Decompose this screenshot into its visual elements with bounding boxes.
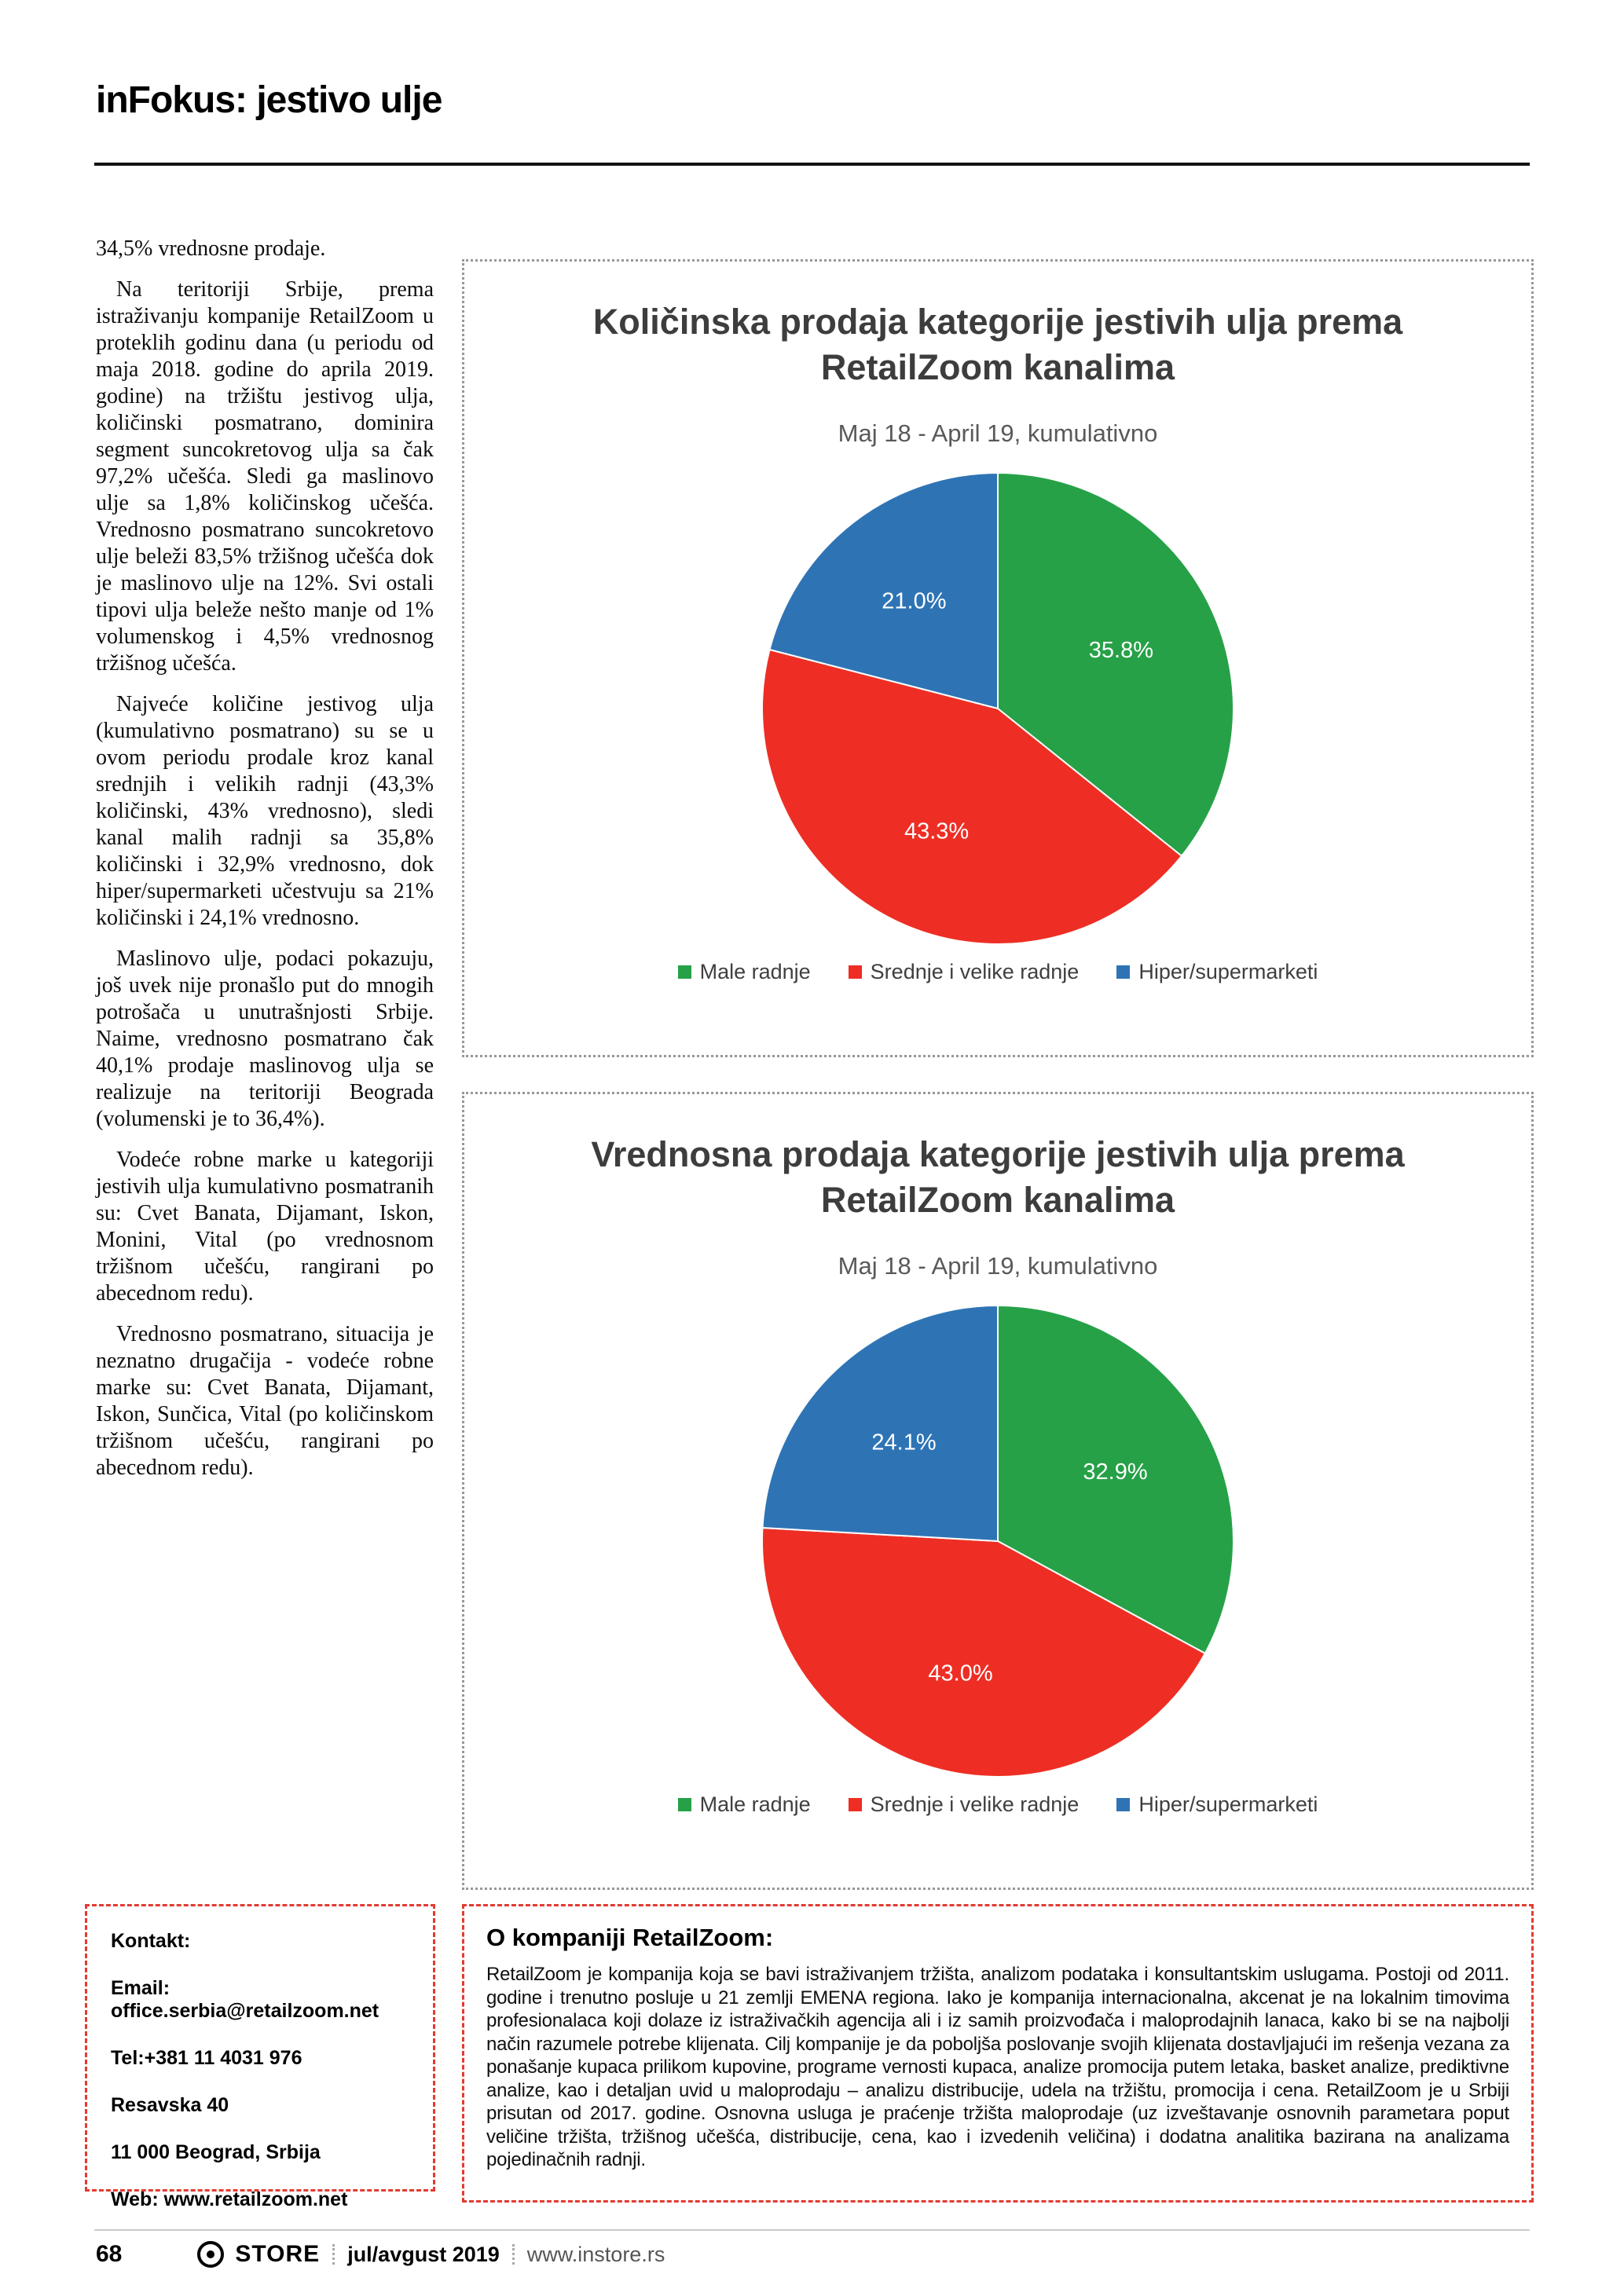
contact-street: Resavska 40 (111, 2094, 229, 2116)
legend-swatch (1116, 965, 1130, 979)
footer-separator (332, 2244, 335, 2265)
footer-issue: jul/avgust 2019 (347, 2242, 500, 2266)
article-paragraph: Maslinovo ulje, podaci pokazuju, još uvek nije pronašlo put do mnogih potrošača u unutrašnjosti Srbije. Naime, vrednosno posmatrano čak 40,1% prodaje maslinovog ulja se realizuje na teritoriji Beograda (volumenski je to 36,4%). (96, 947, 434, 1131)
article-paragraph: Najveće količine jestivog ulja (kumulativno posmatrano) su se u ovom periodu prodale kroz kanal srednjih i velikih radnji (43,3% količinski, 43% vrednosno), sledi kanal malih radnji sa 35,8% količinski i 32,9% vrednosno, dok hiper/supermarketi učestvuju sa 21% količinski i 24,1% vrednosno. (96, 692, 434, 930)
article-column (96, 236, 434, 1496)
legend-label: Male radnje (699, 960, 811, 984)
pie-slice-label: 35.8% (1088, 637, 1154, 663)
about-title: O kompaniji RetailZoom: (486, 1924, 774, 1951)
charts-column (462, 259, 1534, 1924)
legend-swatch (678, 1798, 691, 1811)
chart-legend (464, 960, 1531, 984)
footer-magazine-name: STORE (235, 2241, 321, 2267)
pie-slice-label: 21.0% (882, 588, 947, 614)
about-body: RetailZoom je kompanija koja se bavi istraživanjem tržišta, analizom podataka i konsultantskim uslugama. Postoji od 2011. godine i trenutno posluje u 21 zemlji EMENA regiona. Iako je kompanija internacionalna, akcenat je na lokalnim timovima profesionalaca koji dolaze iz istraživačkih agencija ali i iz samih proizvođača i maloprodajnih lanaca, kako bi se na najbolji način razumele potrebe klijenata. Cilj kompanije je da poboljša poslovanje svojih klijenata dostavljajući im rešenja vezana za ponašanje kupaca prilikom kupovine, programe vernosti kupaca, analize promocija putem letaka, basket analize, prediktivne analize, kao i detaljan uvid u maloprodaju – analizu distribucije, udela na tržištu, promocija i cena. RetailZoom je u Srbiji prisutan od 2017. godine. Osnovna usluga je praćenje tržišta maloprodaje (uz izveštavanje osnovnih parametara poput veličine tržišta, tržišnog učešća, distribucije, cena, kao i izvedenih veličina) i dodatna analitika bazirana na analizama pojedinačnih radnji. (486, 1964, 1509, 2170)
chart-legend (464, 1792, 1531, 1817)
chart-title: Količinska prodaja kategorije jestivih ulja prema RetailZoom kanalima (592, 302, 1403, 387)
article-paragraph: 34,5% vrednosne prodaje. (96, 236, 326, 261)
logo-dot (207, 2250, 214, 2258)
pie-chart (464, 1298, 1531, 1785)
chart-title: Vrednosna prodaja kategorije jestivih ulja prema RetailZoom kanalima (591, 1134, 1405, 1220)
about-company-box (462, 1904, 1534, 2203)
footer (96, 2240, 665, 2269)
footer-website: www.instore.rs (526, 2242, 665, 2266)
legend-label: Srednje i velike radnje (870, 960, 1080, 984)
chart-subtitle: Maj 18 - April 19, kumulativno (838, 1252, 1158, 1280)
chart-subtitle: Maj 18 - April 19, kumulativno (838, 419, 1158, 448)
article-paragraph: Na teritoriji Srbije, prema istraživanju kompanije RetailZoom u proteklih godinu dana (u periodu od maja 2018. godine do aprila 2019. godine) na tržištu jestivog ulja, količinski posmatrano, dominira segment suncokretovog ulja sa čak 97,2% učešća. Sledi ga maslinovo ulje sa 1,8% količinskog učešća. Vrednosno posmatrano suncokretovo ulje beleži 83,5% tržišnog učešća dok je maslinovo ulje na 12%. Svi ostali tipovi ulja beleže nešto manje od 1% volumenskog i 4,5% vrednosnog tržišnog učešća. (96, 277, 434, 676)
article-paragraph: Vrednosno posmatrano, situacija je neznatno drugačija - vodeće robne marke su: Cvet Banata, Dijamant, Iskon, Sunčica, Vital (po količinskom tržišnom učešću, rangirani po abecednom redu). (96, 1322, 434, 1480)
legend-label: Hiper/supermarketi (1138, 1792, 1318, 1817)
legend-swatch (849, 1798, 862, 1811)
contact-phone: Tel:+381 11 4031 976 (111, 2047, 302, 2069)
pie-slice-label: 43.3% (904, 818, 970, 844)
contact-box (85, 1904, 435, 2210)
pie-slice-label: 24.1% (871, 1430, 937, 1456)
legend-label: Hiper/supermarketi (1138, 960, 1318, 984)
contact-web: Web: www.retailzoom.net (111, 2188, 348, 2210)
legend-swatch (678, 965, 691, 979)
pie-slice-label: 43.0% (928, 1661, 993, 1686)
contact-city: 11 000 Beograd, Srbija (111, 2141, 321, 2163)
legend-item (678, 960, 811, 984)
article-paragraph: Vodeće robne marke u kategoriji jestivih ulja kumulativno posmatranih su: Cvet Banata, Dijamant, Iskon, Monini, Vital (po vrednosnom tržišnom učešću, rangirani po abecednom redu). (96, 1148, 434, 1305)
page-title: inFokus: jestivo ulje (96, 79, 442, 121)
legend-item (849, 1792, 1080, 1817)
legend-item (1116, 1792, 1318, 1817)
chart-value-sales (462, 1092, 1534, 1890)
contact-email: Email: office.serbia@retailzoom.net (111, 1977, 379, 2022)
pie-chart (464, 465, 1531, 952)
legend-swatch (849, 965, 862, 979)
pie-slice (762, 1305, 998, 1541)
footer-rule (94, 2229, 1530, 2231)
legend-item (678, 1792, 811, 1817)
legend-item (849, 960, 1080, 984)
instore-logo-icon (197, 2241, 224, 2268)
footer-separator (512, 2244, 515, 2265)
pie-slice-label: 32.9% (1083, 1459, 1148, 1485)
legend-item (1116, 960, 1318, 984)
legend-swatch (1116, 1798, 1130, 1811)
contact-title: Kontakt: (111, 1930, 191, 1952)
legend-label: Srednje i velike radnje (870, 1792, 1080, 1817)
header-rule (94, 163, 1530, 166)
page-number: 68 (96, 2241, 123, 2267)
legend-label: Male radnje (699, 1792, 811, 1817)
chart-volume-sales (462, 259, 1534, 1057)
